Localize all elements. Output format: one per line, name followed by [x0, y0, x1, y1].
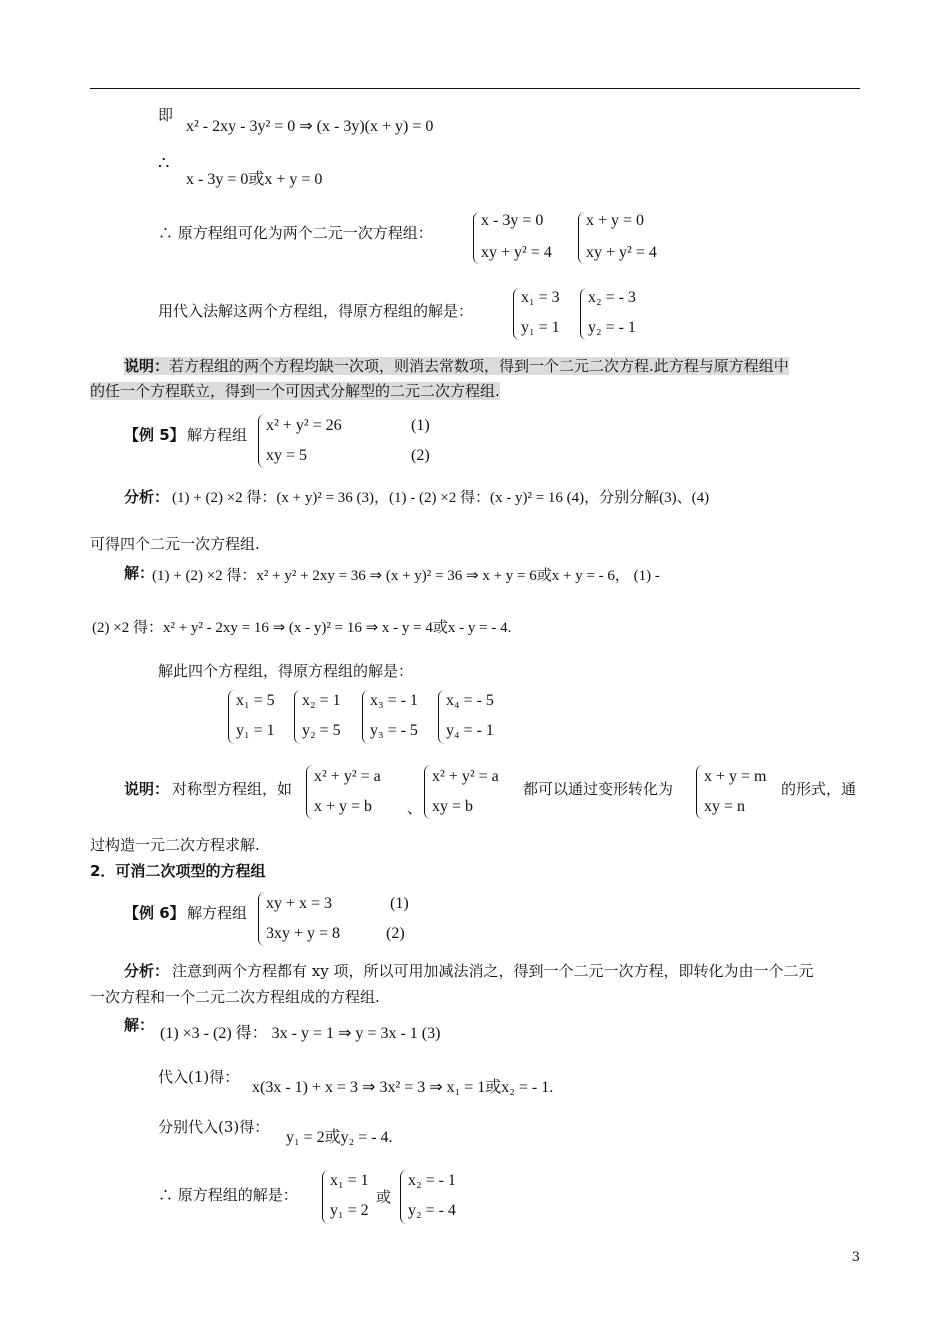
solution-intro-text: 用代入法解这两个方程组，得原方程组的解是： [158, 302, 474, 320]
example5-analysis-line2: 可得四个二元一次方程组. [90, 535, 260, 553]
system1-eq1: x - 3y = 0 [481, 212, 544, 229]
example5-text: 解方程组 [187, 426, 248, 444]
example5-brace [258, 414, 265, 468]
root4-brace [438, 690, 445, 744]
root2-y: y₂ = 5 [302, 722, 341, 739]
final-solution2-x: x₂ = - 1 [408, 1172, 456, 1189]
root2-x: x₂ = 1 [302, 692, 341, 709]
example6-eq2: 3xy + y = 8 [266, 925, 341, 942]
final-solution2-brace [400, 1170, 407, 1224]
note2-label: 说明： [124, 780, 170, 798]
example6-eq1: xy + x = 3 [266, 895, 333, 912]
final-or-text: 或 [376, 1188, 392, 1206]
example5-eq2-number: (2) [411, 447, 430, 464]
example5-analysis-line1: (1) + (2) ×2 得：(x + y)² = 36 (3)，(1) - (2) ×2 得：(x - y)² = 16 (4)，分别分解(3)、(4) [172, 490, 710, 506]
example6-eq1-number: (1) [390, 895, 409, 912]
example6-solution-line1: (1) ×3 - (2) 得： 3x - y = 1 ⇒ y = 3x - 1 (3) [160, 1025, 441, 1042]
note1-text1: 若方程组的两个方程均缺一次项，则消去常数项，得到一个二元二次方程.此方程与原方程组中 [169, 357, 789, 375]
example6-solution-label: 解： [124, 1016, 155, 1034]
example5-eq1-number: (1) [411, 417, 430, 434]
example5-solution-label: 解： [124, 564, 155, 582]
root3-x: x₃ = - 1 [370, 692, 418, 709]
note2-system2-brace [424, 765, 431, 819]
example6-analysis-label: 分析： [124, 962, 170, 980]
note2-text-d: 过构造一元二次方程求解. [90, 836, 260, 854]
root1-y: y₁ = 1 [236, 722, 275, 739]
note2-system2-eq2: xy = b [432, 798, 474, 815]
example6-final-text: ∴ 原方程组的解是： [158, 1186, 298, 1204]
equation-split: x - 3y = 0或x + y = 0 [186, 171, 323, 188]
final-solution1-x: x₁ = 1 [330, 1172, 369, 1189]
note2-system3-eq2: xy = n [704, 798, 746, 815]
therefore-symbol: ∴ [158, 153, 170, 174]
header-rule [90, 88, 860, 89]
example6-substitute1-equation: x(3x - 1) + x = 3 ⇒ 3x² = 3 ⇒ x₁ = 1或x₂ = - 1. [252, 1079, 554, 1096]
section2-title: 2．可消二次项型的方程组 [90, 862, 266, 880]
final-solution2-y: y₂ = - 4 [408, 1202, 456, 1219]
example6-substitute1-text: 代入(1)得： [158, 1068, 240, 1086]
example6-eq2-number: (2) [386, 925, 405, 942]
system-intro-text: ∴ 原方程组可化为两个二元一次方程组： [158, 224, 433, 242]
note2-system1-eq1: x² + y² = a [314, 768, 381, 785]
note2-text-a: 对称型方程组，如 [172, 780, 293, 798]
system1-eq2: xy + y² = 4 [481, 244, 552, 261]
note2-text-b: 都可以通过变形转化为 [523, 780, 674, 798]
example5-solution-line2: (2) ×2 得：x² + y² - 2xy = 16 ⇒ (x - y)² = 16 ⇒ x - y = 4或x - y = - 4. [92, 620, 512, 636]
note2-system2-eq1: x² + y² = a [432, 768, 499, 785]
top-solution1-y: y₁ = 1 [521, 319, 560, 336]
example5-solution-intro: 解此四个方程组，得原方程组的解是： [158, 662, 414, 680]
note2-system1-eq2: x + y = b [314, 798, 373, 815]
example5-label: 【例 5】 [124, 426, 185, 444]
note1-paragraph [90, 354, 860, 379]
note2-system3-eq1: x + y = m [704, 768, 767, 785]
ji-text: 即 [158, 106, 174, 124]
note1-paragraph-line2 [90, 379, 860, 404]
note1-label: 说明： [124, 357, 170, 375]
top-solution1-brace [513, 288, 520, 340]
final-solution1-brace [322, 1170, 329, 1224]
root3-y: y₃ = - 5 [370, 722, 418, 739]
note2-system1-brace [306, 765, 313, 819]
top-solution2-x: x₂ = - 3 [588, 289, 636, 306]
top-solution2-brace [580, 288, 587, 340]
note2-system3-brace [696, 765, 703, 819]
top-solution1-x: x₁ = 3 [521, 289, 560, 306]
example6-label: 【例 6】 [124, 904, 185, 922]
root2-brace [294, 690, 301, 744]
example6-analysis-line1: 注意到两个方程都有 xy 项，所以可用加减法消之，得到一个二元一次方程，即转化为由一个二元 [172, 962, 814, 980]
example6-analysis-line2: 一次方程和一个二元二次方程组成的方程组. [90, 988, 380, 1006]
root1-brace [228, 690, 235, 744]
system2-eq1: x + y = 0 [586, 212, 645, 229]
root4-y: y₄ = - 1 [446, 722, 494, 739]
page-number: 3 [851, 1250, 860, 1265]
root3-brace [362, 690, 369, 744]
top-solution2-y: y₂ = - 1 [588, 319, 636, 336]
example6-text: 解方程组 [187, 904, 248, 922]
system2-eq2: xy + y² = 4 [586, 244, 657, 261]
equation-factor: x² - 2xy - 3y² = 0 ⇒ (x - 3y)(x + y) = 0 [186, 118, 434, 135]
example6-substitute2-equation: y₁ = 2或y₂ = - 4. [286, 1129, 393, 1146]
note2-separator: 、 [407, 799, 423, 817]
example6-substitute2-text: 分别代入(3)得： [158, 1118, 270, 1136]
root4-x: x₄ = - 5 [446, 692, 494, 709]
example6-brace [258, 892, 265, 946]
example5-analysis-label: 分析： [124, 488, 170, 506]
system1-brace [473, 212, 480, 264]
system2-brace [578, 212, 585, 264]
note2-text-c: 的形式，通 [781, 780, 857, 798]
final-solution1-y: y₁ = 2 [330, 1202, 369, 1219]
example5-eq1: x² + y² = 26 [266, 417, 342, 434]
example5-solution-line1: (1) + (2) ×2 得：x² + y² + 2xy = 36 ⇒ (x + y)² = 36 ⇒ x + y = 6或x + y = - 6， (1) - [152, 568, 660, 584]
example5-eq2: xy = 5 [266, 447, 308, 464]
root1-x: x₁ = 5 [236, 692, 275, 709]
note1-text2: 的任一个方程联立，得到一个可因式分解型的二元二次方程组. [90, 382, 500, 400]
